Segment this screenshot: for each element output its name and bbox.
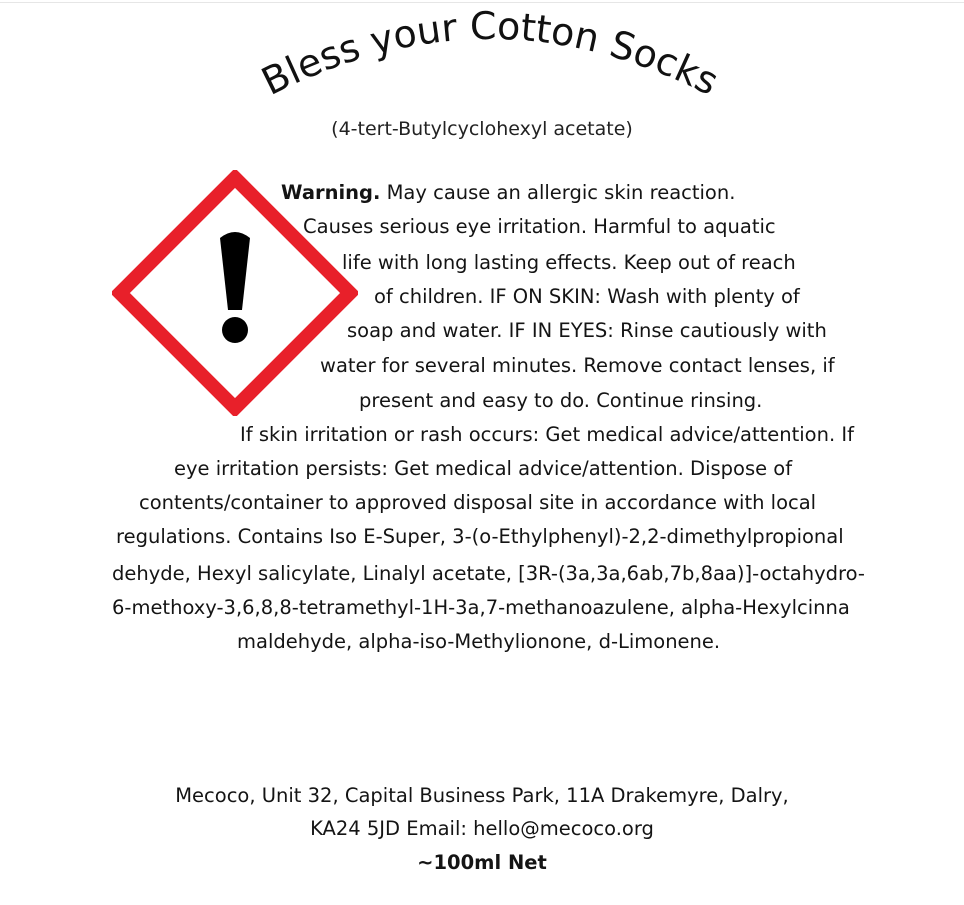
warning-line-8: If skin irritation or rash occurs: Get medical advice/attention. If xyxy=(240,423,854,446)
warning-line-3: life with long lasting effects. Keep out of reach xyxy=(342,251,796,274)
svg-text:Bless your Cotton Socks xyxy=(255,4,726,104)
warning-line-7: present and easy to do. Continue rinsing. xyxy=(359,389,763,412)
signal-word: Warning. xyxy=(281,181,381,204)
address-line-1: Mecoco, Unit 32, Capital Business Park, 11A Drakemyre, Dalry, xyxy=(175,784,789,807)
warning-line-4: of children. IF ON SKIN: Wash with plenty of xyxy=(374,285,800,308)
address-line-2: KA24 5JD Email: hello@mecoco.org xyxy=(310,817,654,840)
product-title xyxy=(0,0,964,120)
warning-line-9: eye irritation persists: Get medical advice/attention. Dispose of xyxy=(174,457,793,480)
warning-line-6: water for several minutes. Remove contact lenses, if xyxy=(320,354,835,377)
warning-line-5: soap and water. IF IN EYES: Rinse cautiously with xyxy=(347,319,827,342)
exclamation-mark-ghs-icon xyxy=(112,170,358,416)
warning-text: May cause an allergic skin reaction. xyxy=(380,181,736,204)
warning-line-11: regulations. Contains Iso E-Super, 3-(o-Ethylphenyl)-2,2-dimethylpropional xyxy=(116,525,844,548)
warning-line-2: Causes serious eye irritation. Harmful to aquatic xyxy=(303,215,776,238)
net-quantity: ~100ml Net xyxy=(417,851,547,874)
warning-line-10: contents/container to approved disposal site in accordance with local xyxy=(139,491,817,514)
warning-line-13: 6-methoxy-3,6,8,8-tetramethyl-1H-3a,7-methanoazulene, alpha-Hexylcinna xyxy=(112,596,850,619)
warning-line-1 xyxy=(281,181,735,205)
product-title-text: Bless your Cotton Socks xyxy=(254,3,726,104)
warning-line-14: maldehyde, alpha-iso-Methylionone, d-Limonene. xyxy=(237,630,721,653)
warning-line-12: dehyde, Hexyl salicylate, Linalyl acetate, [3R-(3a,3a,6ab,7b,8aa)]-octahydro- xyxy=(112,562,865,585)
chemical-name: (4-tert-Butylcyclohexyl acetate) xyxy=(331,118,633,140)
